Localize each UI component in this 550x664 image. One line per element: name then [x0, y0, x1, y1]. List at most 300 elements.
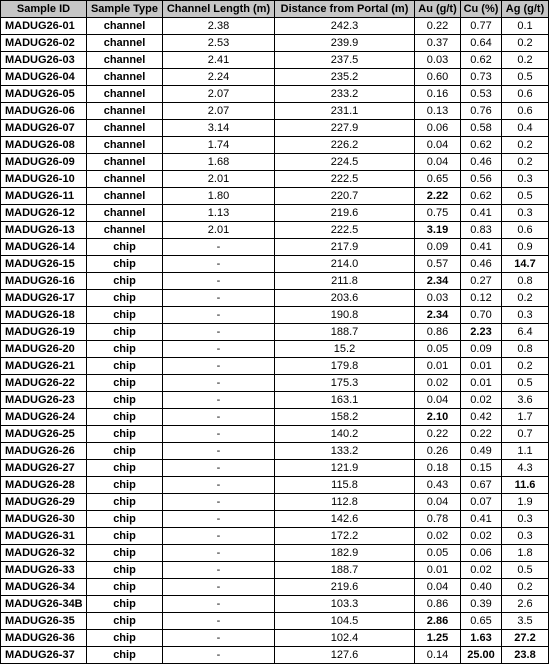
cell-ag: 0.3 [502, 205, 549, 222]
cell-cu: 0.65 [461, 613, 502, 630]
cell-au: 0.75 [415, 205, 461, 222]
cell-distance: 175.3 [275, 375, 415, 392]
table-row [1, 171, 549, 188]
cell-channel-length: 2.01 [163, 171, 275, 188]
cell-sample-id: MADUG26-23 [1, 392, 87, 409]
cell-ag: 0.3 [502, 171, 549, 188]
cell-channel-length: 3.14 [163, 120, 275, 137]
table-row [1, 477, 549, 494]
table-row [1, 273, 549, 290]
cell-au: 0.01 [415, 358, 461, 375]
cell-ag: 0.2 [502, 154, 549, 171]
cell-au: 2.34 [415, 273, 461, 290]
cell-ag: 11.6 [502, 477, 549, 494]
cell-ag: 0.2 [502, 358, 549, 375]
cell-channel-length: - [163, 290, 275, 307]
table-row [1, 443, 549, 460]
cell-au: 0.86 [415, 324, 461, 341]
cell-channel-length: 2.41 [163, 52, 275, 69]
cell-cu: 0.02 [461, 528, 502, 545]
cell-sample-type: chip [87, 392, 163, 409]
cell-sample-type: chip [87, 307, 163, 324]
cell-sample-type: chip [87, 358, 163, 375]
cell-ag: 0.8 [502, 273, 549, 290]
cell-ag: 1.9 [502, 494, 549, 511]
cell-sample-id: MADUG26-13 [1, 222, 87, 239]
cell-au: 0.13 [415, 103, 461, 120]
cell-sample-type: chip [87, 579, 163, 596]
cell-ag: 23.8 [502, 647, 549, 664]
cell-channel-length: 1.74 [163, 137, 275, 154]
cell-channel-length: - [163, 562, 275, 579]
cell-ag: 1.1 [502, 443, 549, 460]
table-row [1, 307, 549, 324]
cell-ag: 0.5 [502, 69, 549, 86]
cell-distance: 239.9 [275, 35, 415, 52]
cell-sample-id: MADUG26-18 [1, 307, 87, 324]
cell-distance: 214.0 [275, 256, 415, 273]
cell-cu: 0.12 [461, 290, 502, 307]
cell-distance: 231.1 [275, 103, 415, 120]
header-au: Au (g/t) [415, 1, 461, 18]
cell-distance: 227.9 [275, 120, 415, 137]
cell-sample-id: MADUG26-19 [1, 324, 87, 341]
cell-au: 2.34 [415, 307, 461, 324]
cell-sample-type: chip [87, 256, 163, 273]
cell-sample-type: chip [87, 596, 163, 613]
cell-au: 0.04 [415, 392, 461, 409]
cell-au: 2.86 [415, 613, 461, 630]
cell-sample-id: MADUG26-33 [1, 562, 87, 579]
cell-cu: 0.83 [461, 222, 502, 239]
cell-cu: 0.41 [461, 205, 502, 222]
cell-au: 0.05 [415, 341, 461, 358]
cell-ag: 0.2 [502, 579, 549, 596]
cell-sample-type: chip [87, 324, 163, 341]
cell-channel-length: 2.53 [163, 35, 275, 52]
cell-sample-id: MADUG26-36 [1, 630, 87, 647]
cell-ag: 0.2 [502, 52, 549, 69]
cell-distance: 179.8 [275, 358, 415, 375]
cell-distance: 182.9 [275, 545, 415, 562]
cell-ag: 27.2 [502, 630, 549, 647]
cell-sample-type: chip [87, 511, 163, 528]
cell-sample-type: chip [87, 426, 163, 443]
cell-sample-id: MADUG26-30 [1, 511, 87, 528]
cell-sample-type: channel [87, 137, 163, 154]
table-header [1, 1, 549, 18]
cell-distance: 211.8 [275, 273, 415, 290]
cell-distance: 203.6 [275, 290, 415, 307]
header-row [1, 1, 549, 18]
cell-distance: 163.1 [275, 392, 415, 409]
cell-distance: 188.7 [275, 324, 415, 341]
cell-sample-type: channel [87, 222, 163, 239]
cell-channel-length: 1.68 [163, 154, 275, 171]
cell-ag: 0.5 [502, 562, 549, 579]
cell-distance: 224.5 [275, 154, 415, 171]
cell-sample-id: MADUG26-10 [1, 171, 87, 188]
cell-sample-id: MADUG26-11 [1, 188, 87, 205]
cell-sample-id: MADUG26-29 [1, 494, 87, 511]
cell-distance: 217.9 [275, 239, 415, 256]
cell-channel-length: - [163, 460, 275, 477]
cell-au: 0.01 [415, 562, 461, 579]
cell-cu: 0.41 [461, 511, 502, 528]
cell-distance: 222.5 [275, 171, 415, 188]
table-row [1, 120, 549, 137]
cell-sample-type: chip [87, 460, 163, 477]
cell-sample-id: MADUG26-16 [1, 273, 87, 290]
table-row [1, 375, 549, 392]
cell-ag: 0.3 [502, 511, 549, 528]
table-row [1, 562, 549, 579]
cell-ag: 0.2 [502, 137, 549, 154]
cell-cu: 0.15 [461, 460, 502, 477]
table-row [1, 613, 549, 630]
cell-au: 0.05 [415, 545, 461, 562]
table-row [1, 511, 549, 528]
cell-ag: 0.7 [502, 426, 549, 443]
cell-channel-length: - [163, 392, 275, 409]
cell-sample-id: MADUG26-24 [1, 409, 87, 426]
cell-channel-length: 2.24 [163, 69, 275, 86]
cell-distance: 233.2 [275, 86, 415, 103]
cell-sample-id: MADUG26-05 [1, 86, 87, 103]
cell-au: 0.09 [415, 239, 461, 256]
cell-sample-type: chip [87, 562, 163, 579]
cell-channel-length: - [163, 307, 275, 324]
cell-ag: 0.2 [502, 290, 549, 307]
cell-sample-type: chip [87, 341, 163, 358]
cell-channel-length: 1.13 [163, 205, 275, 222]
table-row [1, 324, 549, 341]
cell-channel-length: - [163, 596, 275, 613]
cell-channel-length: - [163, 426, 275, 443]
cell-cu: 0.01 [461, 358, 502, 375]
cell-distance: 142.6 [275, 511, 415, 528]
cell-distance: 127.6 [275, 647, 415, 664]
cell-distance: 226.2 [275, 137, 415, 154]
cell-sample-id: MADUG26-31 [1, 528, 87, 545]
cell-distance: 115.8 [275, 477, 415, 494]
table-row [1, 358, 549, 375]
table-row [1, 256, 549, 273]
cell-ag: 14.7 [502, 256, 549, 273]
cell-distance: 188.7 [275, 562, 415, 579]
cell-sample-id: MADUG26-21 [1, 358, 87, 375]
cell-ag: 6.4 [502, 324, 549, 341]
cell-channel-length: 2.38 [163, 18, 275, 35]
cell-distance: 133.2 [275, 443, 415, 460]
cell-distance: 237.5 [275, 52, 415, 69]
cell-au: 2.22 [415, 188, 461, 205]
table-row [1, 341, 549, 358]
cell-sample-type: chip [87, 273, 163, 290]
cell-sample-type: chip [87, 545, 163, 562]
cell-distance: 219.6 [275, 579, 415, 596]
cell-distance: 103.3 [275, 596, 415, 613]
cell-au: 0.04 [415, 137, 461, 154]
cell-sample-id: MADUG26-09 [1, 154, 87, 171]
cell-channel-length: - [163, 613, 275, 630]
cell-sample-id: MADUG26-02 [1, 35, 87, 52]
cell-channel-length: - [163, 341, 275, 358]
cell-au: 0.06 [415, 120, 461, 137]
table-body [1, 18, 549, 664]
cell-sample-id: MADUG26-28 [1, 477, 87, 494]
cell-distance: 172.2 [275, 528, 415, 545]
cell-sample-id: MADUG26-06 [1, 103, 87, 120]
cell-cu: 0.62 [461, 137, 502, 154]
cell-au: 0.02 [415, 528, 461, 545]
cell-channel-length: 2.07 [163, 103, 275, 120]
cell-sample-type: channel [87, 120, 163, 137]
cell-sample-id: MADUG26-04 [1, 69, 87, 86]
cell-au: 0.22 [415, 426, 461, 443]
cell-cu: 0.22 [461, 426, 502, 443]
cell-sample-id: MADUG26-17 [1, 290, 87, 307]
cell-sample-id: MADUG26-01 [1, 18, 87, 35]
table-row [1, 69, 549, 86]
cell-au: 0.18 [415, 460, 461, 477]
cell-ag: 0.8 [502, 341, 549, 358]
table-row [1, 103, 549, 120]
cell-cu: 0.02 [461, 562, 502, 579]
table-row [1, 494, 549, 511]
cell-channel-length: - [163, 324, 275, 341]
cell-au: 0.14 [415, 647, 461, 664]
cell-sample-type: chip [87, 477, 163, 494]
header-ag: Ag (g/t) [502, 1, 549, 18]
cell-au: 2.10 [415, 409, 461, 426]
table-row [1, 222, 549, 239]
cell-au: 0.65 [415, 171, 461, 188]
cell-distance: 158.2 [275, 409, 415, 426]
cell-sample-type: channel [87, 35, 163, 52]
table-row [1, 137, 549, 154]
cell-cu: 0.62 [461, 52, 502, 69]
cell-au: 0.04 [415, 579, 461, 596]
cell-au: 0.02 [415, 375, 461, 392]
cell-channel-length: - [163, 375, 275, 392]
cell-cu: 0.42 [461, 409, 502, 426]
cell-cu: 0.58 [461, 120, 502, 137]
table-row [1, 154, 549, 171]
table-row [1, 392, 549, 409]
cell-ag: 0.6 [502, 103, 549, 120]
cell-cu: 0.07 [461, 494, 502, 511]
table-row [1, 188, 549, 205]
cell-au: 0.03 [415, 290, 461, 307]
cell-ag: 0.1 [502, 18, 549, 35]
cell-channel-length: - [163, 511, 275, 528]
cell-cu: 2.23 [461, 324, 502, 341]
cell-sample-id: MADUG26-25 [1, 426, 87, 443]
cell-au: 0.03 [415, 52, 461, 69]
cell-channel-length: - [163, 630, 275, 647]
cell-sample-id: MADUG26-37 [1, 647, 87, 664]
cell-cu: 0.70 [461, 307, 502, 324]
cell-channel-length: - [163, 443, 275, 460]
table-row [1, 290, 549, 307]
cell-ag: 0.6 [502, 222, 549, 239]
cell-sample-type: channel [87, 188, 163, 205]
cell-ag: 0.5 [502, 375, 549, 392]
cell-ag: 1.7 [502, 409, 549, 426]
cell-distance: 242.3 [275, 18, 415, 35]
cell-cu: 0.01 [461, 375, 502, 392]
cell-distance: 112.8 [275, 494, 415, 511]
cell-sample-id: MADUG26-27 [1, 460, 87, 477]
cell-sample-id: MADUG26-22 [1, 375, 87, 392]
cell-ag: 0.5 [502, 188, 549, 205]
cell-sample-type: chip [87, 409, 163, 426]
cell-ag: 0.4 [502, 120, 549, 137]
cell-channel-length: - [163, 545, 275, 562]
cell-au: 1.25 [415, 630, 461, 647]
cell-distance: 235.2 [275, 69, 415, 86]
cell-au: 0.22 [415, 18, 461, 35]
cell-sample-id: MADUG26-34 [1, 579, 87, 596]
cell-sample-type: channel [87, 103, 163, 120]
cell-channel-length: - [163, 494, 275, 511]
cell-sample-id: MADUG26-34B [1, 596, 87, 613]
cell-sample-type: chip [87, 647, 163, 664]
cell-au: 0.86 [415, 596, 461, 613]
cell-distance: 190.8 [275, 307, 415, 324]
header-distance-from-portal: Distance from Portal (m) [275, 1, 415, 18]
cell-channel-length: - [163, 528, 275, 545]
cell-channel-length: - [163, 647, 275, 664]
cell-channel-length: 2.01 [163, 222, 275, 239]
cell-sample-id: MADUG26-35 [1, 613, 87, 630]
cell-sample-id: MADUG26-07 [1, 120, 87, 137]
cell-sample-type: chip [87, 443, 163, 460]
table-row [1, 426, 549, 443]
cell-sample-type: channel [87, 18, 163, 35]
cell-cu: 0.06 [461, 545, 502, 562]
table-row [1, 630, 549, 647]
cell-channel-length: - [163, 256, 275, 273]
table-row [1, 579, 549, 596]
cell-cu: 0.64 [461, 35, 502, 52]
cell-sample-id: MADUG26-14 [1, 239, 87, 256]
header-sample-id: Sample ID [1, 1, 87, 18]
cell-cu: 0.73 [461, 69, 502, 86]
header-cu: Cu (%) [461, 1, 502, 18]
cell-ag: 2.6 [502, 596, 549, 613]
cell-sample-id: MADUG26-26 [1, 443, 87, 460]
cell-cu: 0.67 [461, 477, 502, 494]
cell-au: 0.60 [415, 69, 461, 86]
table-row [1, 460, 549, 477]
cell-sample-id: MADUG26-32 [1, 545, 87, 562]
cell-ag: 4.3 [502, 460, 549, 477]
cell-cu: 0.40 [461, 579, 502, 596]
table-row [1, 18, 549, 35]
cell-ag: 0.3 [502, 528, 549, 545]
cell-au: 0.37 [415, 35, 461, 52]
cell-ag: 0.6 [502, 86, 549, 103]
cell-cu: 0.62 [461, 188, 502, 205]
header-channel-length: Channel Length (m) [163, 1, 275, 18]
cell-cu: 0.77 [461, 18, 502, 35]
cell-au: 0.57 [415, 256, 461, 273]
cell-channel-length: 1.80 [163, 188, 275, 205]
cell-channel-length: 2.07 [163, 86, 275, 103]
cell-au: 0.78 [415, 511, 461, 528]
cell-sample-id: MADUG26-15 [1, 256, 87, 273]
cell-cu: 0.76 [461, 103, 502, 120]
cell-channel-length: - [163, 273, 275, 290]
cell-cu: 0.41 [461, 239, 502, 256]
cell-ag: 1.8 [502, 545, 549, 562]
cell-sample-type: channel [87, 86, 163, 103]
cell-au: 0.16 [415, 86, 461, 103]
table-row [1, 86, 549, 103]
cell-ag: 0.9 [502, 239, 549, 256]
header-sample-type: Sample Type [87, 1, 163, 18]
table-row [1, 528, 549, 545]
cell-distance: 104.5 [275, 613, 415, 630]
cell-sample-type: channel [87, 69, 163, 86]
cell-cu: 0.39 [461, 596, 502, 613]
cell-sample-type: channel [87, 52, 163, 69]
cell-cu: 0.46 [461, 154, 502, 171]
table-row [1, 205, 549, 222]
table-row [1, 596, 549, 613]
cell-sample-type: channel [87, 171, 163, 188]
cell-cu: 0.02 [461, 392, 502, 409]
cell-cu: 25.00 [461, 647, 502, 664]
cell-au: 0.04 [415, 154, 461, 171]
cell-sample-type: chip [87, 239, 163, 256]
cell-channel-length: - [163, 358, 275, 375]
cell-cu: 0.09 [461, 341, 502, 358]
cell-channel-length: - [163, 239, 275, 256]
cell-sample-type: chip [87, 375, 163, 392]
cell-sample-type: channel [87, 154, 163, 171]
cell-au: 0.43 [415, 477, 461, 494]
cell-cu: 0.27 [461, 273, 502, 290]
cell-distance: 222.5 [275, 222, 415, 239]
table-row [1, 545, 549, 562]
cell-ag: 3.6 [502, 392, 549, 409]
cell-ag: 3.5 [502, 613, 549, 630]
cell-sample-id: MADUG26-08 [1, 137, 87, 154]
cell-cu: 0.56 [461, 171, 502, 188]
cell-sample-type: channel [87, 205, 163, 222]
cell-distance: 219.6 [275, 205, 415, 222]
cell-sample-type: chip [87, 630, 163, 647]
cell-sample-id: MADUG26-03 [1, 52, 87, 69]
cell-au: 0.26 [415, 443, 461, 460]
cell-sample-type: chip [87, 613, 163, 630]
table-row [1, 409, 549, 426]
cell-cu: 0.46 [461, 256, 502, 273]
cell-distance: 220.7 [275, 188, 415, 205]
cell-cu: 0.53 [461, 86, 502, 103]
cell-distance: 102.4 [275, 630, 415, 647]
cell-distance: 121.9 [275, 460, 415, 477]
cell-sample-id: MADUG26-20 [1, 341, 87, 358]
cell-channel-length: - [163, 579, 275, 596]
cell-au: 0.04 [415, 494, 461, 511]
table-row [1, 239, 549, 256]
cell-sample-type: chip [87, 290, 163, 307]
cell-au: 3.19 [415, 222, 461, 239]
